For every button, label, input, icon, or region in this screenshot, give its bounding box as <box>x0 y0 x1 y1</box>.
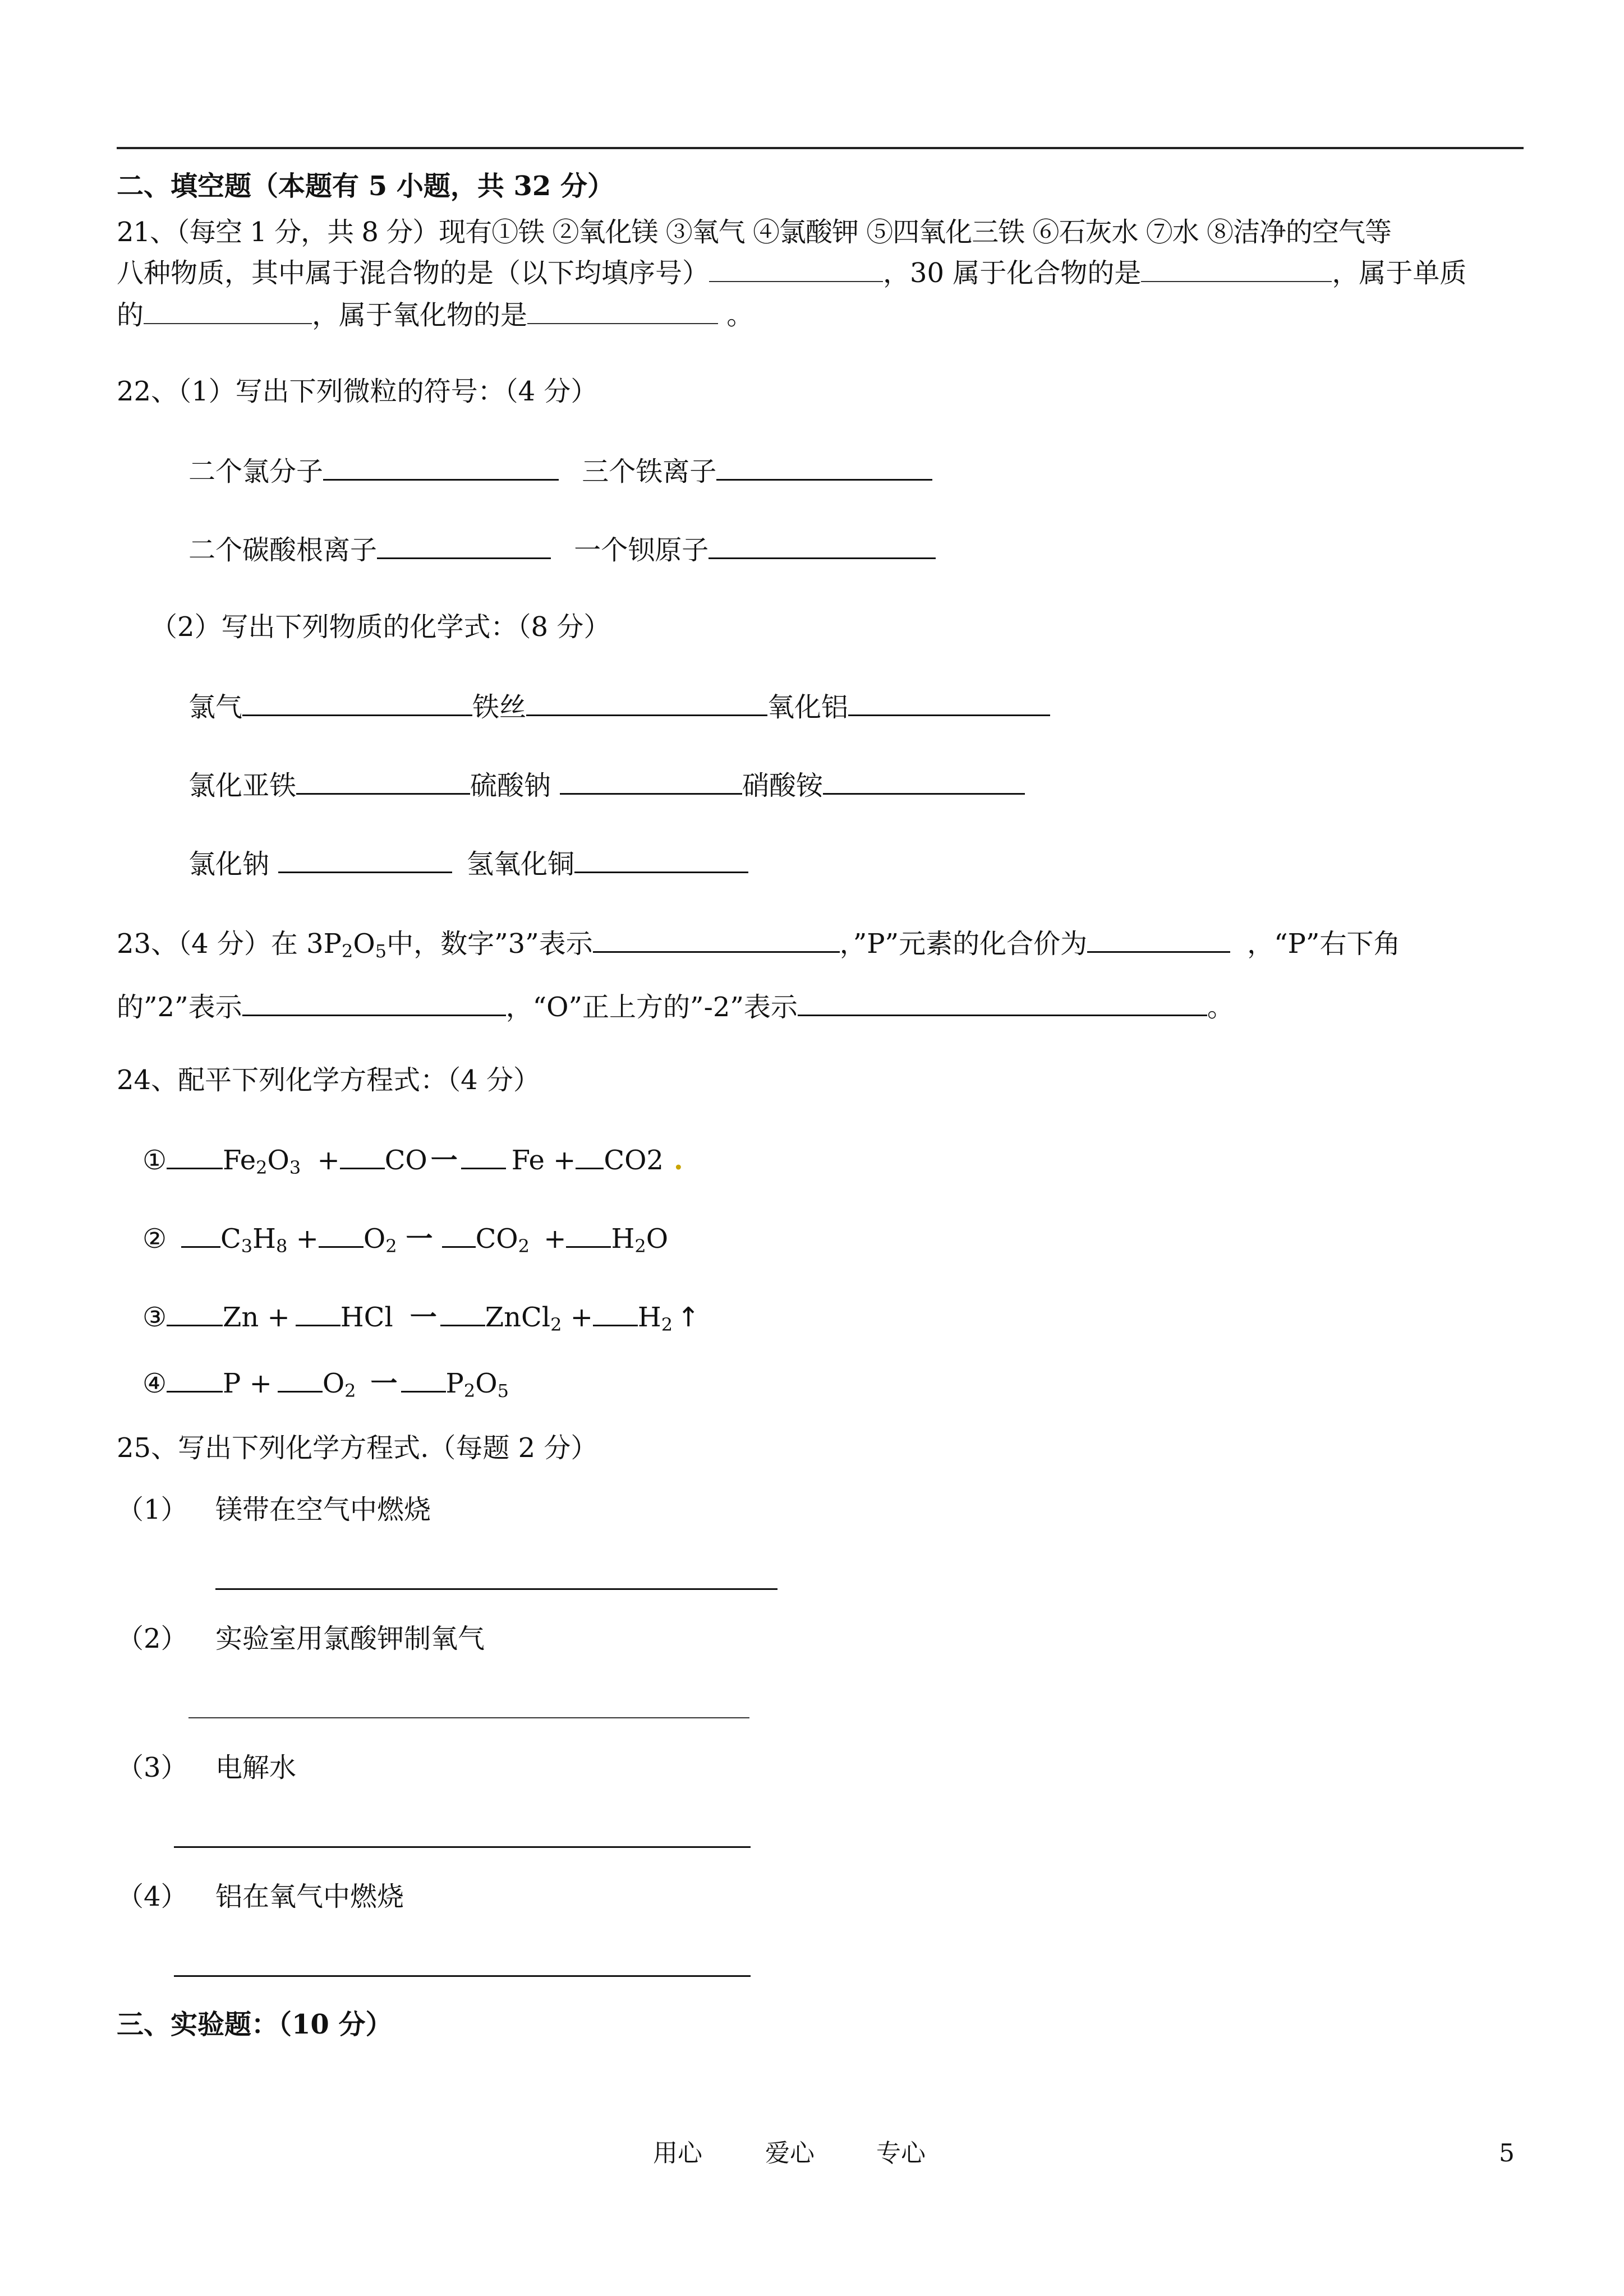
coef-blank[interactable] <box>167 1365 223 1393</box>
q21-text: 的 <box>117 299 144 331</box>
answer-blank[interactable] <box>377 532 551 559</box>
q23-text: O <box>353 928 375 960</box>
eq-term: C <box>220 1223 241 1255</box>
q24-eq2 <box>142 1220 668 1256</box>
q25-item-1-text: 镁带在空气中燃烧 <box>215 1494 431 1525</box>
reaction-dash: 一 <box>406 1223 433 1255</box>
eq-term: + <box>309 1145 340 1176</box>
answer-blank[interactable] <box>823 767 1025 795</box>
answer-blank-oxide[interactable] <box>527 297 718 324</box>
eq-term: CO2 <box>604 1145 664 1176</box>
q23-text: 。 <box>1207 992 1234 1023</box>
eq-term: + <box>562 1302 593 1333</box>
eq-term: O <box>267 1145 289 1176</box>
top-rule <box>117 147 1524 149</box>
coef-blank[interactable] <box>576 1142 604 1169</box>
q23-text: ，”P”元素的化合价为 <box>839 928 1088 960</box>
answer-blank[interactable] <box>278 846 452 873</box>
q24-title: 24、配平下列化学方程式：（4 分） <box>117 1064 540 1096</box>
coef-blank[interactable] <box>181 1220 220 1248</box>
q23-text: ，“O”正上方的”-2”表示 <box>505 992 798 1023</box>
eq-term: H <box>637 1302 661 1333</box>
eq-term: O <box>475 1368 498 1399</box>
stray-dot: . <box>673 1145 683 1176</box>
answer-line-1[interactable] <box>215 1588 778 1590</box>
answer-blank[interactable] <box>242 989 506 1016</box>
eq-term: H <box>611 1223 635 1255</box>
answer-blank-element[interactable] <box>144 297 312 324</box>
eq-term: Fe <box>223 1145 256 1176</box>
q21-line2 <box>117 255 1466 290</box>
eq-term: H <box>252 1223 276 1255</box>
q22-part2-title: （2）写出下列物质的化学式：（8 分） <box>150 611 611 643</box>
answer-line-3[interactable] <box>174 1846 751 1848</box>
q23-line2 <box>117 989 1234 1024</box>
coef-blank[interactable] <box>319 1220 364 1248</box>
eq-term: Fe + <box>511 1145 576 1176</box>
eq-term: O <box>646 1223 669 1255</box>
answer-blank[interactable] <box>798 989 1207 1016</box>
q25-item-3-text: 电解水 <box>215 1752 297 1783</box>
section-3-title: 三、实验题：（10 分） <box>117 2009 393 2040</box>
q23-text: 的”2”表示 <box>117 992 242 1023</box>
q25-item-1-number: （1） <box>117 1494 188 1525</box>
q22-part1-title: 22、（1）写出下列微粒的符号：（4 分） <box>117 376 598 407</box>
eq-term: O <box>322 1368 345 1399</box>
q22-item: 铁丝 <box>472 691 527 723</box>
reaction-dash: 一 <box>430 1145 458 1176</box>
footer-motto-3: 专心 <box>876 2139 926 2168</box>
q21-line1: 21、（每空 1 分，共 8 分）现有①铁 ②氧化镁 ③氧气 ④氯酸钾 ⑤四氧化三铁 ⑥石灰水 ⑦水 ⑧洁净的空气等 <box>117 216 1391 248</box>
q22-row3 <box>188 689 1050 724</box>
reaction-dash: 一 <box>370 1368 398 1399</box>
answer-blank[interactable] <box>709 532 936 559</box>
q24-eq3 <box>142 1299 700 1334</box>
eq-number: ② <box>142 1223 167 1255</box>
q22-item: 氧化铝 <box>767 691 849 723</box>
q21-text: 八种物质，其中属于混合物的是（以下均填序号） <box>117 257 710 289</box>
q22-item: 氯化亚铁 <box>188 770 297 801</box>
footer-motto-1: 用心 <box>653 2139 702 2168</box>
q25-item-2-number: （2） <box>117 1623 188 1654</box>
q25-item-3-number: （3） <box>117 1752 188 1783</box>
q25-item-4-text: 铝在氧气中燃烧 <box>215 1881 404 1912</box>
subscript: 2 <box>256 1157 268 1178</box>
gas-arrow-icon: ↑ <box>677 1302 700 1333</box>
coef-blank[interactable] <box>340 1142 385 1169</box>
q22-row4 <box>188 767 1025 803</box>
q25-item-4-number: （4） <box>117 1881 188 1912</box>
q21-text: ，属于单质 <box>1332 257 1467 289</box>
subscript: 5 <box>497 1380 509 1401</box>
subscript: 2 <box>634 1235 646 1257</box>
q25-item-2-text: 实验室用氯酸钾制氧气 <box>215 1623 485 1654</box>
answer-line-2[interactable] <box>188 1717 749 1718</box>
answer-blank[interactable] <box>574 846 748 873</box>
eq-term: P + <box>223 1368 272 1399</box>
eq-term: HCl <box>340 1302 393 1333</box>
subscript: 2 <box>518 1235 530 1257</box>
answer-blank-mixture[interactable] <box>709 255 883 282</box>
answer-blank[interactable] <box>560 767 742 795</box>
coef-blank[interactable] <box>593 1299 638 1326</box>
answer-blank[interactable] <box>848 689 1050 716</box>
q21-text: ，属于氧化物的是 <box>312 299 528 331</box>
subscript: 8 <box>275 1235 288 1257</box>
eq-term: CO <box>475 1223 518 1255</box>
subscript: 2 <box>550 1314 562 1335</box>
answer-line-4[interactable] <box>174 1975 751 1977</box>
q24-eq4 <box>142 1365 509 1400</box>
q22-item: 硫酸钠 <box>470 770 551 801</box>
eq-term: CO <box>384 1145 427 1176</box>
q22-item: 氢氧化铜 <box>467 849 575 880</box>
q24-eq1 <box>142 1142 683 1177</box>
eq-number: ③ <box>142 1302 167 1333</box>
coef-blank[interactable] <box>566 1220 611 1248</box>
coef-blank[interactable] <box>278 1365 323 1393</box>
eq-number: ④ <box>142 1368 167 1399</box>
subscript: 2 <box>463 1380 476 1401</box>
subscript: 2 <box>341 940 353 962</box>
q22-item: 氯化钠 <box>188 849 270 880</box>
q22-item: 一个钡原子 <box>574 534 709 566</box>
answer-blank[interactable] <box>593 925 840 953</box>
answer-blank[interactable] <box>526 689 767 716</box>
coef-blank[interactable] <box>442 1220 476 1248</box>
footer-motto-2: 爱心 <box>765 2139 815 2168</box>
q22-row1 <box>188 453 932 488</box>
eq-term: + <box>287 1223 319 1255</box>
q23-text: ，“P”右下角 <box>1247 928 1401 960</box>
coef-blank[interactable] <box>167 1142 223 1169</box>
coef-blank[interactable] <box>296 1299 341 1326</box>
q21-text: 。 <box>718 299 754 331</box>
q23-text: 中，数字”3”表示 <box>387 928 593 960</box>
coef-blank[interactable] <box>401 1365 446 1393</box>
subscript: 3 <box>241 1235 253 1257</box>
subscript: 5 <box>375 940 387 962</box>
q22-item: 氯气 <box>188 691 243 723</box>
q22-item: 二个碳酸根离子 <box>188 534 378 566</box>
eq-term: O <box>363 1223 386 1255</box>
eq-term: ZnCl <box>485 1302 551 1333</box>
subscript: 2 <box>661 1314 673 1335</box>
q22-row5 <box>188 846 748 881</box>
answer-blank[interactable] <box>1087 925 1230 953</box>
q25-title: 25、写出下列化学方程式.（每题 2 分） <box>117 1432 598 1464</box>
reaction-dash: 一 <box>410 1302 437 1333</box>
q22-item: 二个氯分子 <box>188 456 324 487</box>
q21-line3 <box>117 297 753 332</box>
coef-blank[interactable] <box>461 1142 506 1169</box>
eq-term: + <box>535 1223 567 1255</box>
eq-term: P <box>445 1368 464 1399</box>
subscript: 3 <box>289 1157 301 1178</box>
q23-text: 23、（4 分）在 3P <box>117 928 342 960</box>
answer-blank[interactable] <box>296 767 470 795</box>
coef-blank[interactable] <box>167 1299 223 1326</box>
answer-blank[interactable] <box>323 453 559 481</box>
page-number: 5 <box>1499 2139 1515 2168</box>
subscript: 2 <box>385 1235 397 1257</box>
q22-item: 硝酸铵 <box>742 770 823 801</box>
subscript: 2 <box>344 1380 356 1401</box>
q22-item: 三个铁离子 <box>582 456 717 487</box>
q22-row2 <box>188 532 936 567</box>
eq-number: ① <box>142 1145 167 1176</box>
q23-line1 <box>117 925 1400 961</box>
coef-blank[interactable] <box>440 1299 485 1326</box>
q21-text: ，30 属于化合物的是 <box>883 257 1142 289</box>
answer-blank[interactable] <box>716 453 932 481</box>
answer-blank-compound[interactable] <box>1141 255 1332 282</box>
section-2-title: 二、填空题（本题有 5 小题，共 32 分） <box>117 170 615 202</box>
eq-term: Zn + <box>223 1302 290 1333</box>
answer-blank[interactable] <box>242 689 472 716</box>
